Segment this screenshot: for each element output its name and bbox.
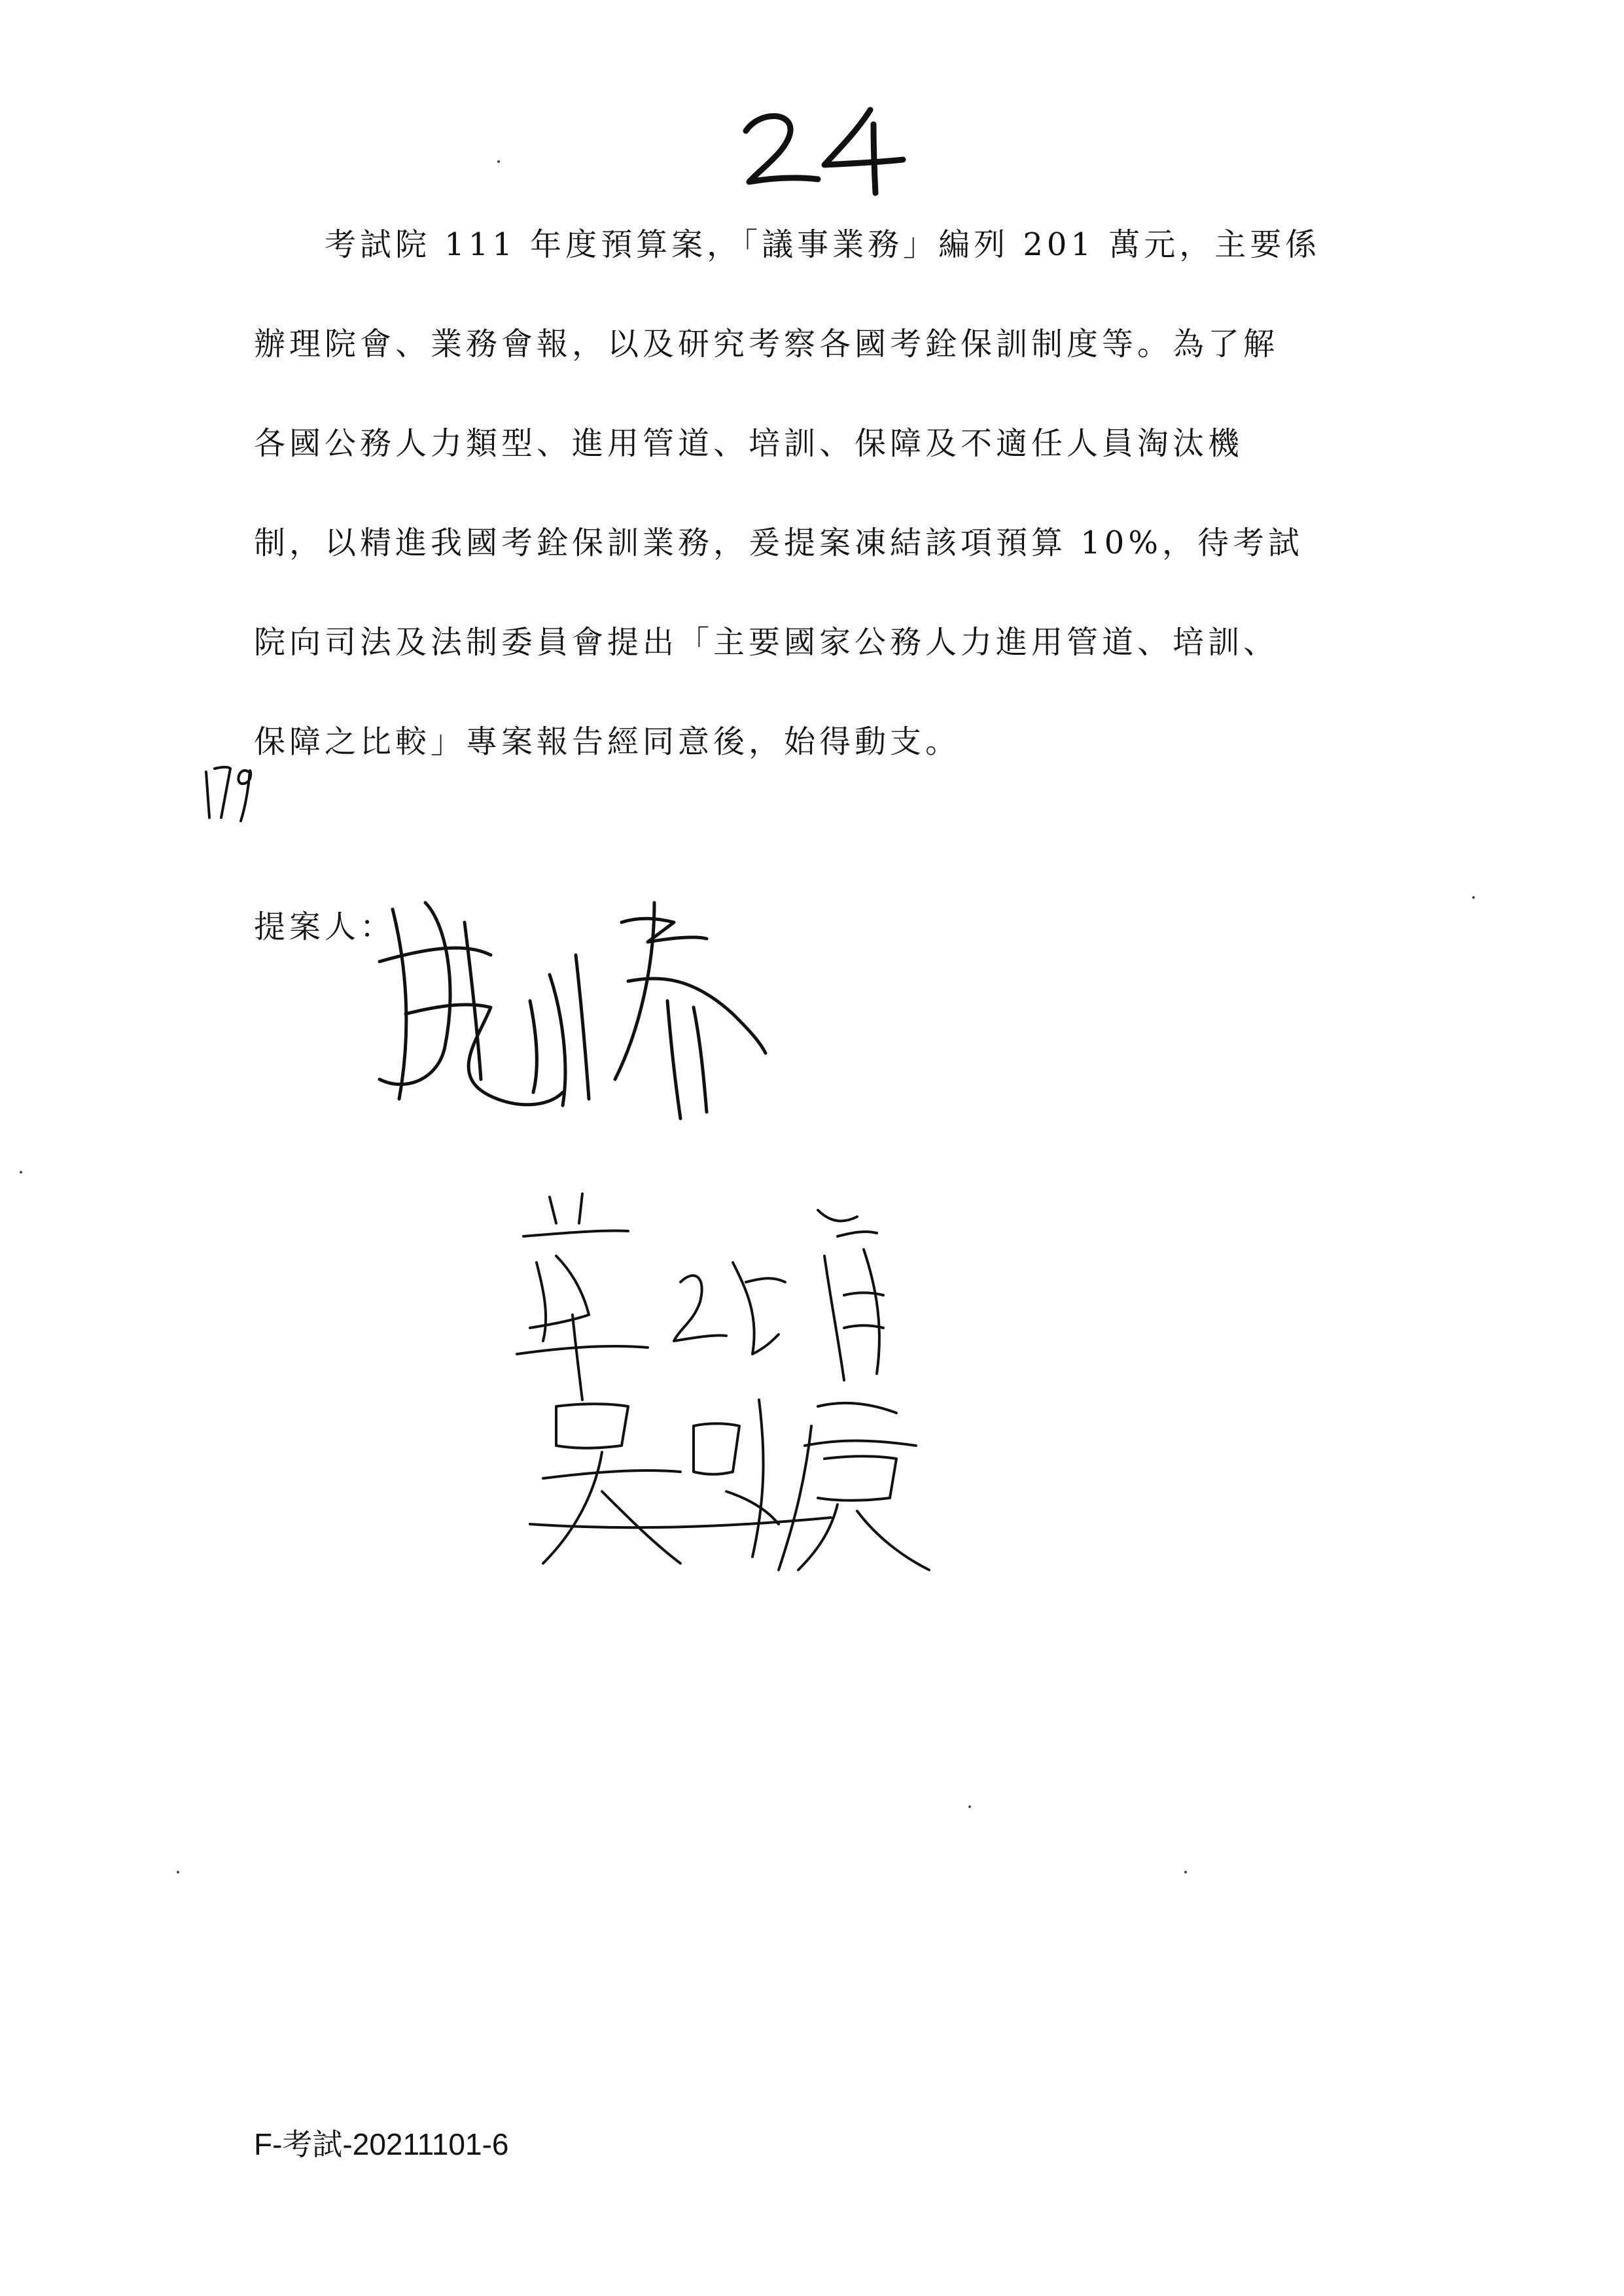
scan-speck (1184, 1871, 1187, 1873)
signature-2 (510, 1184, 916, 1406)
handwritten-margin-note (203, 759, 262, 824)
signature-1 (366, 883, 772, 1132)
scan-speck (497, 160, 500, 163)
scan-speck (968, 1805, 971, 1808)
proposer-label: 提案人： (254, 909, 396, 945)
handwritten-page-number (739, 105, 909, 196)
scan-speck (20, 1171, 22, 1174)
document-code: F-考試-20211101-6 (254, 2127, 509, 2161)
scan-speck (1472, 896, 1475, 899)
body-line-6: 保障之比較」專案報告經同意後，始得動支。 (254, 723, 961, 760)
body-line-4: 制，以精進我國考銓保訓業務，爰提案凍結該項預算 10%，待考試 (254, 525, 1303, 561)
body-line-1: 考試院 111 年度預算案，「議事業務」編列 201 萬元，主要係 (325, 226, 1321, 263)
body-line-3: 各國公務人力類型、進用管道、培訓、保障及不適任人員淘汰機 (254, 425, 1244, 462)
body-line-2: 辦理院會、業務會報，以及研究考察各國考銓保訓制度等。為了解 (254, 326, 1279, 362)
scan-speck (177, 1871, 179, 1873)
signature-3 (530, 1387, 936, 1583)
body-line-5: 院向司法及法制委員會提出「主要國家公務人力進用管道、培訓、 (254, 624, 1279, 661)
